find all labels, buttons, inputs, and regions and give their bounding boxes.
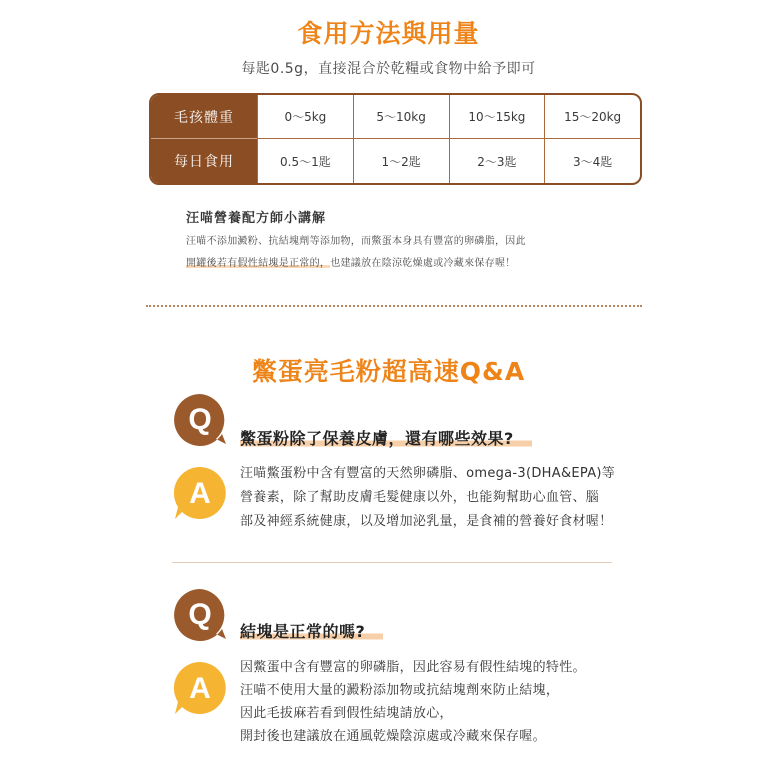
question-2-text: 結塊是正常的嗎? <box>240 622 383 641</box>
question-1-text: 鱉蛋粉除了保養皮膚，還有哪些效果? <box>240 429 532 448</box>
answer-line: 營養素，除了幫助皮膚毛髮健康以外，也能夠幫助心血管、腦 <box>240 490 600 505</box>
amount-cell: 1～2匙 <box>353 139 449 183</box>
qa-title: 鱉蛋亮毛粉超高速Q&A <box>251 357 526 386</box>
amount-cell: 3～4匙 <box>544 139 640 183</box>
weight-cell: 10～15kg <box>449 95 545 139</box>
q-letter: Q <box>188 403 212 436</box>
question-1 <box>240 426 532 449</box>
weight-cell: 5～10kg <box>353 95 449 139</box>
answer-line: 汪喵不使用大量的澱粉添加物或抗結塊劑來防止結塊， <box>240 683 560 698</box>
usage-subtitle: 每匙0.5g，直接混合於乾糧或食物中給予即可 <box>241 61 536 77</box>
a-badge-icon <box>172 660 228 716</box>
answer-line: 因此毛拔麻若看到假性結塊請放心， <box>240 706 453 721</box>
a-badge-icon <box>172 465 228 521</box>
weight-cell: 15～20kg <box>544 95 640 139</box>
dotted-divider <box>146 305 642 307</box>
tips-line-2-rest: 也建議放在陰涼乾燥處或冷藏來保存喔！ <box>330 258 516 269</box>
weight-row-header: 毛孩體重 <box>151 95 257 139</box>
dosage-table <box>149 93 642 185</box>
answer-line: 汪喵鱉蛋粉中含有豐富的天然卵磷脂、omega-3(DHA&EPA)等 <box>240 466 616 481</box>
a-letter: A <box>189 477 211 510</box>
tips-line-1: 汪喵不添加澱粉、抗結塊劑等添加物，而鱉蛋本身具有豐富的卵磷脂，因此 <box>186 236 526 247</box>
a-letter: A <box>189 672 211 705</box>
tips-title: 汪喵營養配方師小講解 <box>186 211 327 226</box>
tips-line-2 <box>186 253 626 275</box>
qa-divider <box>172 562 612 563</box>
answer-line: 開封後也建議放在通風乾燥陰涼處或冷藏來保存喔。 <box>240 729 546 744</box>
answer-line: 部及神經系統健康，以及增加泌乳量，是食補的營養好食材喔！ <box>240 514 613 529</box>
q-letter: Q <box>188 598 212 631</box>
q-badge-icon <box>172 392 228 448</box>
amount-cell: 0.5～1匙 <box>257 139 353 183</box>
amount-row <box>151 139 640 183</box>
weight-row <box>151 95 640 139</box>
nutritionist-tips <box>186 207 626 275</box>
q-badge-icon <box>172 587 228 643</box>
weight-cell: 0～5kg <box>257 95 353 139</box>
answer-line: 因鱉蛋中含有豐富的卵磷脂，因此容易有假性結塊的特性。 <box>240 660 586 675</box>
amount-row-header: 每日食用 <box>151 139 257 183</box>
usage-title: 食用方法與用量 <box>297 19 480 48</box>
question-2 <box>240 619 383 642</box>
answer-1 <box>240 462 660 534</box>
answer-2 <box>240 656 640 748</box>
amount-cell: 2～3匙 <box>449 139 545 183</box>
tips-highlight: 開罐後若有假性結塊是正常的， <box>186 258 331 269</box>
